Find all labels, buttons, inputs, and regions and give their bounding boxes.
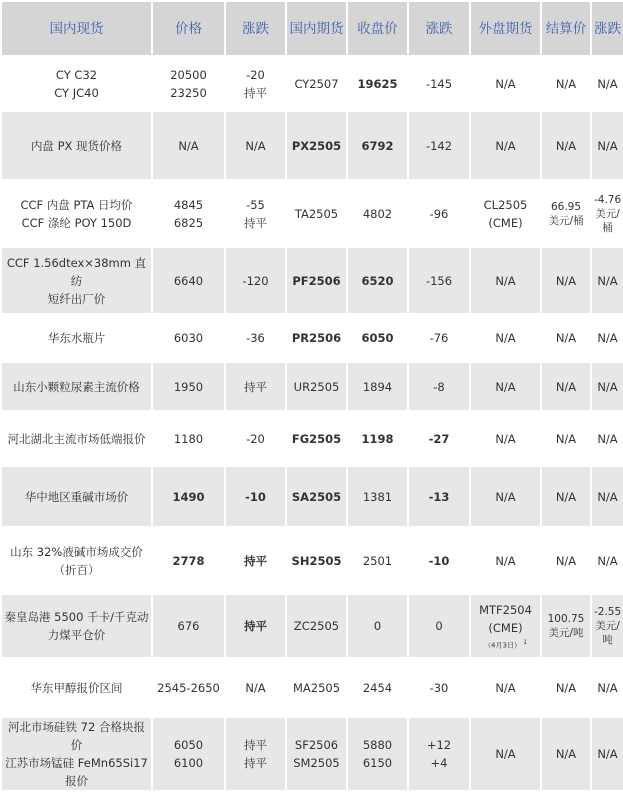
settle-price: N/A <box>542 248 590 313</box>
future-code: FG2505 <box>287 412 346 465</box>
settle-price: N/A <box>542 112 590 179</box>
settle-change: -2.55 美元/吨 <box>592 595 623 657</box>
spot-change: N/A <box>226 112 285 179</box>
spot-name: 山东 32%液碱市场成交价 （折百） <box>2 528 151 593</box>
foreign-future: MTF2504 (CME) （4月3日） $^1$ <box>471 595 540 657</box>
foreign-future: N/A <box>471 248 540 313</box>
header-change: 涨跌 <box>226 2 285 55</box>
table-row <box>2 467 623 526</box>
future-change: -145 <box>409 57 469 110</box>
future-code: MA2505 <box>287 659 346 716</box>
future-change: -13 <box>409 467 469 526</box>
settle-price: N/A <box>542 412 590 465</box>
foreign-future: N/A <box>471 528 540 593</box>
table-row <box>2 528 623 593</box>
future-code: SF2506 SM2505 <box>287 718 346 790</box>
spot-name: 华中地区重碱市场价 <box>2 467 151 526</box>
future-change: -142 <box>409 112 469 179</box>
foreign-future: N/A <box>471 315 540 361</box>
spot-price: 2545-2650 <box>153 659 224 716</box>
spot-change: 持平 <box>226 363 285 410</box>
spot-name: 河北湖北主流市场低端报价 <box>2 412 151 465</box>
header-settle-change: 涨跌 <box>592 2 623 55</box>
spot-price: N/A <box>153 112 224 179</box>
spot-change: 持平 <box>226 528 285 593</box>
spot-name: 华东水瓶片 <box>2 315 151 361</box>
close-price: 6792 <box>348 112 407 179</box>
settle-price: N/A <box>542 363 590 410</box>
settle-price: N/A <box>542 315 590 361</box>
settle-change: N/A <box>592 467 623 526</box>
spot-price: 6050 6100 <box>153 718 224 790</box>
foreign-future: N/A <box>471 363 540 410</box>
settle-change: N/A <box>592 112 623 179</box>
close-price: 0 <box>348 595 407 657</box>
header-future: 国内期货 <box>287 2 346 55</box>
foreign-future: N/A <box>471 659 540 716</box>
settle-change: N/A <box>592 718 623 790</box>
foreign-future: N/A <box>471 467 540 526</box>
spot-name: 河北市场硅铁 72 合格块报价 江苏市场锰硅 FeMn65Si17 报价 <box>2 718 151 790</box>
settle-price: 100.75 美元/吨 <box>542 595 590 657</box>
header-spot: 国内现货 <box>2 2 151 55</box>
table-row <box>2 57 623 110</box>
spot-price: 676 <box>153 595 224 657</box>
settle-change: -4.76 美元/桶 <box>592 181 623 246</box>
future-code: UR2505 <box>287 363 346 410</box>
future-code: SH2505 <box>287 528 346 593</box>
close-price: 6050 <box>348 315 407 361</box>
spot-name: CY C32 CY JC40 <box>2 57 151 110</box>
close-price: 1381 <box>348 467 407 526</box>
spot-change: -10 <box>226 467 285 526</box>
future-change: -96 <box>409 181 469 246</box>
foreign-future: N/A <box>471 112 540 179</box>
spot-name: 秦皇岛港 5500 千卡/千克动 力煤平仓价 <box>2 595 151 657</box>
table-row <box>2 248 623 313</box>
table-row <box>2 718 623 790</box>
future-change: -76 <box>409 315 469 361</box>
table-row <box>2 112 623 179</box>
settle-price: N/A <box>542 57 590 110</box>
header-settle: 结算价 <box>542 2 590 55</box>
close-price: 1198 <box>348 412 407 465</box>
foreign-future: N/A <box>471 412 540 465</box>
close-price: 2501 <box>348 528 407 593</box>
future-code: CY2507 <box>287 57 346 110</box>
close-price: 1894 <box>348 363 407 410</box>
spot-name: 内盘 PX 现货价格 <box>2 112 151 179</box>
settle-change: N/A <box>592 412 623 465</box>
header-row <box>2 2 623 55</box>
table-row <box>2 181 623 246</box>
future-code: ZC2505 <box>287 595 346 657</box>
header-close: 收盘价 <box>348 2 407 55</box>
spot-price: 4845 6825 <box>153 181 224 246</box>
spot-change: -55 持平 <box>226 181 285 246</box>
header-foreign: 外盘期货 <box>471 2 540 55</box>
close-price: 5880 6150 <box>348 718 407 790</box>
foreign-date-note: （4月3日） $^1$ <box>484 639 527 650</box>
settle-price: N/A <box>542 528 590 593</box>
spot-price: 1490 <box>153 467 224 526</box>
settle-price: 66.95 美元/桶 <box>542 181 590 246</box>
settle-change: N/A <box>592 315 623 361</box>
close-price: 2454 <box>348 659 407 716</box>
future-change: 0 <box>409 595 469 657</box>
settle-change: N/A <box>592 659 623 716</box>
table-row <box>2 363 623 410</box>
foreign-future: N/A <box>471 57 540 110</box>
settle-change: N/A <box>592 363 623 410</box>
settle-change: N/A <box>592 528 623 593</box>
close-price: 6520 <box>348 248 407 313</box>
spot-change: N/A <box>226 659 285 716</box>
table-row <box>2 412 623 465</box>
spot-change: -120 <box>226 248 285 313</box>
future-change: -10 <box>409 528 469 593</box>
foreign-future: CL2505 (CME) <box>471 181 540 246</box>
settle-change: N/A <box>592 248 623 313</box>
header-price: 价格 <box>153 2 224 55</box>
table-row <box>2 595 623 657</box>
spot-price: 6640 <box>153 248 224 313</box>
close-price: 19625 <box>348 57 407 110</box>
spot-name: CCF 1.56dtex×38mm 直纺 短纤出厂价 <box>2 248 151 313</box>
spot-change: 持平 <box>226 595 285 657</box>
spot-change: -36 <box>226 315 285 361</box>
settle-price: N/A <box>542 659 590 716</box>
close-price: 4802 <box>348 181 407 246</box>
future-change: -8 <box>409 363 469 410</box>
future-code: SA2505 <box>287 467 346 526</box>
spot-price: 6030 <box>153 315 224 361</box>
table-row <box>2 315 623 361</box>
future-change: -30 <box>409 659 469 716</box>
settle-price: N/A <box>542 467 590 526</box>
future-change: +12 +4 <box>409 718 469 790</box>
spot-name: 山东小颗粒尿素主流价格 <box>2 363 151 410</box>
future-code: PR2506 <box>287 315 346 361</box>
spot-name: CCF 内盘 PTA 日均价 CCF 涤纶 POY 150D <box>2 181 151 246</box>
spot-change: -20 <box>226 412 285 465</box>
settle-change: N/A <box>592 57 623 110</box>
future-code: PF2506 <box>287 248 346 313</box>
future-code: PX2505 <box>287 112 346 179</box>
future-change: -156 <box>409 248 469 313</box>
header-future-change: 涨跌 <box>409 2 469 55</box>
spot-price: 2778 <box>153 528 224 593</box>
spot-change: 持平 持平 <box>226 718 285 790</box>
spot-price: 1180 <box>153 412 224 465</box>
spot-name: 华东甲醇报价区间 <box>2 659 151 716</box>
spot-price: 1950 <box>153 363 224 410</box>
settle-price: N/A <box>542 718 590 790</box>
spot-change: -20 持平 <box>226 57 285 110</box>
spot-price: 20500 23250 <box>153 57 224 110</box>
foreign-future: N/A <box>471 718 540 790</box>
table-row <box>2 659 623 716</box>
future-change: -27 <box>409 412 469 465</box>
future-code: TA2505 <box>287 181 346 246</box>
